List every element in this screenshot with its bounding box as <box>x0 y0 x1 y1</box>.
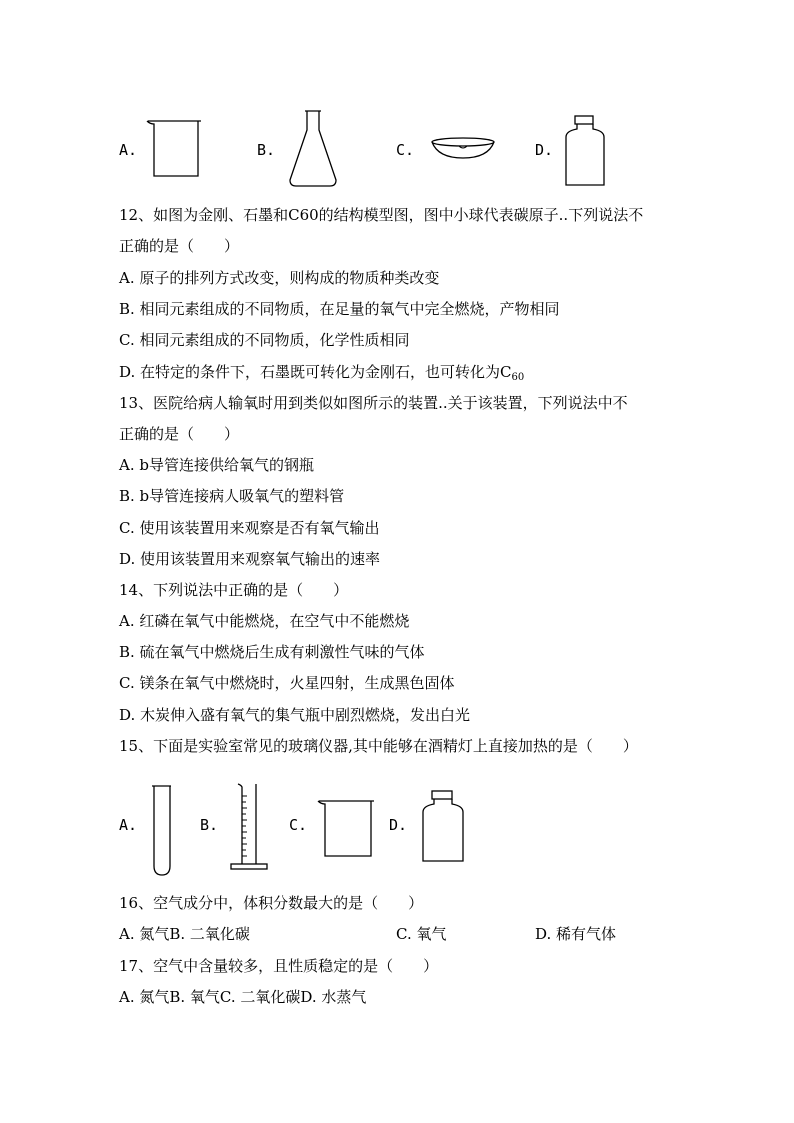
q14-option-c: C. 镁条在氧气中燃烧时，火星四射，生成黑色固体 <box>119 674 455 692</box>
q11-option-c-label: C. <box>396 141 415 159</box>
q13-stem-line2: 正确的是（ ） <box>119 425 240 443</box>
q15-stem: 15、下面是实验室常见的玻璃仪器,其中能够在酒精灯上直接加热的是（ ） <box>119 737 638 755</box>
q13-option-c: C. 使用该装置用来观察是否有氧气输出 <box>119 519 380 537</box>
q11-option-b-label: B. <box>257 141 276 159</box>
q17-stem: 17、空气中含量较多，且性质稳定的是（ ） <box>119 957 439 975</box>
q12-stem-line2: 正确的是（ ） <box>119 237 240 255</box>
q15-option-b-label: B. <box>200 816 219 834</box>
q14-option-d: D. 木炭伸入盛有氧气的集气瓶中剧烈燃烧，发出白光 <box>119 706 471 724</box>
beaker-icon <box>146 118 202 180</box>
q12-option-a: A. 原子的排列方式改变，则构成的物质种类改变 <box>119 269 440 287</box>
conical-flask-icon <box>287 110 339 188</box>
q11-option-a-label: A. <box>119 141 138 159</box>
q12-option-c: C. 相同元素组成的不同物质，化学性质相同 <box>119 331 410 349</box>
q17-options: A. 氮气B. 氧气C. 二氧化碳D. 水蒸气 <box>119 988 367 1006</box>
q16-option-d: D. 稀有气体 <box>535 925 617 943</box>
test-tube-icon <box>151 784 173 878</box>
q13-stem-line1: 13、医院给病人输氧时用到类似如图所示的装置..关于该装置，下列说法中不 <box>119 394 628 412</box>
reagent-bottle-icon <box>563 115 607 187</box>
q13-option-b: B. b导管连接病人吸氧气的塑料管 <box>119 487 345 505</box>
q12-stem-line1: 12、如图为金刚、石墨和C60的结构模型图，图中小球代表碳原子..下列说法不 <box>119 206 644 224</box>
evaporating-dish-icon <box>430 136 496 162</box>
q12-option-d <box>119 362 524 388</box>
q12-option-b: B. 相同元素组成的不同物质，在足量的氧气中完全燃烧，产物相同 <box>119 300 560 318</box>
q16-option-ab: A. 氮气B. 二氧化碳 <box>119 925 250 943</box>
q15-option-c-label: C. <box>289 816 308 834</box>
q14-stem: 14、下列说法中正确的是（ ） <box>119 581 349 599</box>
q15-option-d-label: D. <box>389 816 408 834</box>
q16-stem: 16、空气成分中，体积分数最大的是（ ） <box>119 894 424 912</box>
q14-option-b: B. 硫在氧气中燃烧后生成有刺激性气味的气体 <box>119 643 425 661</box>
q11-option-d-label: D. <box>535 141 554 159</box>
reagent-bottle-icon <box>420 790 466 864</box>
beaker-icon <box>317 798 377 860</box>
q15-option-a-label: A. <box>119 816 138 834</box>
q13-option-d: D. 使用该装置用来观察氧气输出的速率 <box>119 550 381 568</box>
graduated-cylinder-icon <box>228 782 270 872</box>
q14-option-a: A. 红磷在氧气中能燃烧，在空气中不能燃烧 <box>119 612 410 630</box>
q16-option-c: C. 氧气 <box>396 925 447 943</box>
q13-option-a: A. b导管连接供给氧气的钢瓶 <box>119 456 314 474</box>
q12-option-d-text: D. 在特定的条件下，石墨既可转化为金刚石，也可转化为C <box>119 363 512 381</box>
c60-subscript: 60 <box>511 372 525 383</box>
